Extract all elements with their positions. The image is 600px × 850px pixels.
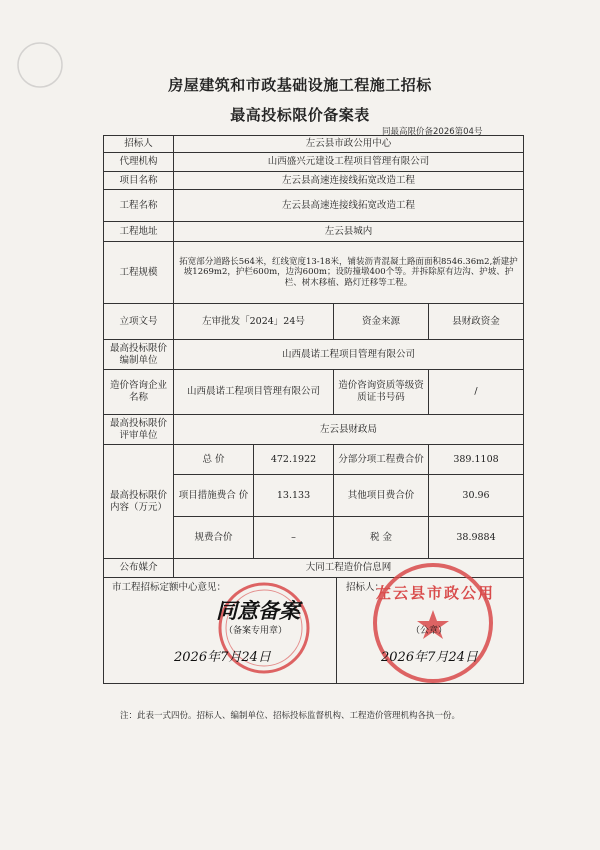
tax-value: 38.9884 [429, 517, 524, 559]
compiler-value: 山西晨诺工程项目管理有限公司 [174, 340, 524, 370]
row-compiler [104, 340, 524, 370]
approval-label: 立项文号 [104, 304, 174, 340]
other-label: 其他项目费合价 [334, 475, 429, 517]
row-location [104, 222, 524, 242]
measure-value: 13.133 [254, 475, 334, 517]
total-value: 472.1922 [254, 445, 334, 475]
left-handwritten-approval: 同意备案 [216, 598, 300, 623]
row-scale [104, 242, 524, 304]
tenderer-seal-text: 左云县市政公用 [376, 584, 496, 602]
scale-value: 拓宽部分道路长564米，红线宽度13-18米，铺装沥青混凝土路面面积8546.36m2,新建护坡1269m2，护栏600m，边沟600m；设防撞墩400个等。并拆除原有边沟、护坡、护栏、树木移植、路灯迁移等工程。 [174, 242, 524, 304]
project-name-label: 项目名称 [104, 172, 174, 190]
total-label: 总 价 [174, 445, 254, 475]
cert-label: 造价咨询资质等级资质证书号码 [334, 370, 429, 415]
fund-source-value: 县财政资金 [429, 304, 524, 340]
right-date: 2026年7月24日 [381, 650, 478, 665]
tax-label: 税 金 [334, 517, 429, 559]
row-approval [104, 304, 524, 340]
fee-label: 规费合价 [174, 517, 254, 559]
signature-cell [104, 578, 524, 684]
tenderer-value: 左云县市政公用中心 [174, 136, 524, 153]
consult-label: 造价咨询企业名称 [104, 370, 174, 415]
left-seal-note: （备案专用章） [224, 626, 288, 636]
price-label: 最高投标限价内容（万元） [104, 445, 174, 559]
right-signature-label: 招标人： [346, 582, 385, 593]
agency-label: 代理机构 [104, 153, 174, 172]
row-consult [104, 370, 524, 415]
fee-value: – [254, 517, 334, 559]
project-name-value: 左云县高速连接线拓宽改造工程 [174, 172, 524, 190]
other-value: 30.96 [429, 475, 524, 517]
left-date: 2026年7月24日 [174, 650, 271, 665]
row-project-name [104, 172, 524, 190]
row-engineering-name [104, 190, 524, 222]
scale-label: 工程规模 [104, 242, 174, 304]
approval-value: 左审批发「2024」24号 [174, 304, 334, 340]
row-reviewer [104, 415, 524, 445]
left-signature-area [104, 578, 337, 683]
engineering-name-value: 左云县高速连接线拓宽改造工程 [174, 190, 524, 222]
measure-label: 项目措施费合 价 [174, 475, 254, 517]
media-value: 大同工程造价信息网 [174, 559, 524, 578]
cert-value: / [429, 370, 524, 415]
media-label: 公布媒介 [104, 559, 174, 578]
reviewer-value: 左云县财政局 [174, 415, 524, 445]
consult-value: 山西晨诺工程项目管理有限公司 [174, 370, 334, 415]
agency-value: 山西盛兴元建设工程项目管理有限公司 [174, 153, 524, 172]
fund-source-label: 资金来源 [334, 304, 429, 340]
record-number: 同最高限价备2026第04号 [382, 127, 483, 137]
row-tenderer [104, 136, 524, 153]
location-value: 左云县城内 [174, 222, 524, 242]
row-agency [104, 153, 524, 172]
reviewer-label: 最高投标限价评审单位 [104, 415, 174, 445]
right-seal-note: （公章） [411, 626, 448, 636]
engineering-name-label: 工程名称 [104, 190, 174, 222]
document-subtitle: 最高投标限价备案表 [230, 106, 370, 124]
row-price-1 [104, 445, 524, 475]
record-table [103, 135, 524, 684]
row-signatures [104, 578, 524, 684]
document-title: 房屋建筑和市政基础设施工程施工招标 [168, 76, 432, 94]
location-label: 工程地址 [104, 222, 174, 242]
right-signature-area [336, 578, 523, 683]
tenderer-label: 招标人 [104, 136, 174, 153]
sub-value: 389.1108 [429, 445, 524, 475]
footer-note: 注：此表一式四份。招标人、编制单位、招标投标监督机构、工程造价管理机构各执一份。 [120, 711, 461, 721]
sub-label: 分部分项工程费合价 [334, 445, 429, 475]
compiler-label: 最高投标限价编制单位 [104, 340, 174, 370]
tenderer-seal [358, 558, 508, 688]
left-signature-label: 市工程招标定额中心意见： [112, 582, 227, 593]
